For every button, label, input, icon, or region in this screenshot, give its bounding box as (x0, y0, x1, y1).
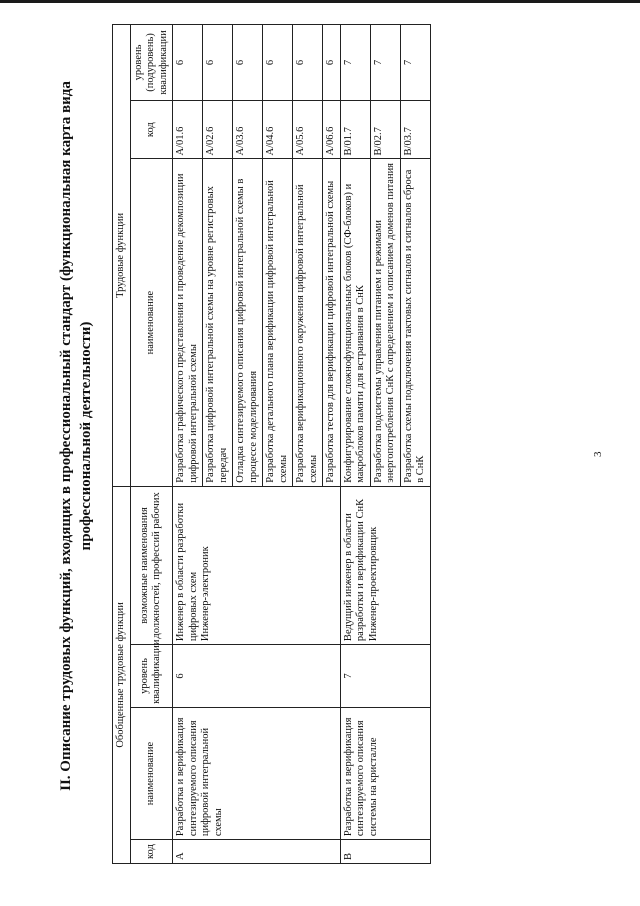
tf-name: Разработка цифровой интегральной схемы на уровне регистровых передач (203, 159, 233, 486)
tf-level: 6 (233, 25, 263, 101)
page-title: II. Описание трудовых функций, входящих в профессиональный стандарт (функциональная карта вида профессиональной деятельности) (58, 81, 94, 791)
tf-name: Разработка верификационного окружения цифровой интегральной схемы (293, 159, 323, 486)
tf-code: B/01.7 (340, 100, 370, 159)
tf-name: Разработка графического представления и проведение декомпозиции цифровой интегральной схемы (173, 159, 203, 486)
header-name: наименование (130, 707, 173, 839)
gf-code: A (173, 840, 341, 864)
header-code: код (130, 840, 173, 864)
gf-level: 6 (173, 645, 341, 708)
tf-name: Разработка подсистемы управления питанием и режимами энергопотребления СнК с определением и описанием доменов питания (370, 159, 400, 486)
tf-code: A/01.6 (173, 100, 203, 159)
tf-level: 7 (370, 25, 400, 101)
tf-code: A/04.6 (263, 100, 293, 159)
tf-level: 7 (400, 25, 430, 101)
header-positions: возможные наименования должностей, профессий рабочих (130, 486, 173, 644)
gf-level: 7 (340, 645, 430, 708)
gf-name: Разработка и верификация синтезируемого описания системы на кристалле (340, 707, 430, 839)
tf-code: A/06.6 (323, 100, 341, 159)
gf-positions: Инженер в области разработки цифровых схем Инженер-электроник (173, 486, 341, 644)
tf-level: 6 (263, 25, 293, 101)
header-tf-code: код (130, 100, 173, 159)
tf-code: A/03.6 (233, 100, 263, 159)
tf-code: A/05.6 (293, 100, 323, 159)
tf-level: 6 (173, 25, 203, 101)
tf-code: B/02.7 (370, 100, 400, 159)
table-row (173, 25, 203, 864)
tf-name: Разработка детального плана верификации цифровой интегральной схемы (263, 159, 293, 486)
header-tf-level: уровень (подуровень) квалификации (130, 25, 173, 101)
gf-code: B (340, 840, 430, 864)
tf-name: Разработка схемы подключения тактовых сигналов и сигналов сброса в СнК (400, 159, 430, 486)
tf-level: 6 (323, 25, 341, 101)
tf-level: 7 (340, 25, 370, 101)
header-labor-functions: Трудовые функции (113, 25, 131, 487)
header-generalized-functions: Обобщенные трудовые функции (113, 486, 131, 863)
tf-level: 6 (293, 25, 323, 101)
gf-name: Разработка и верификация синтезируемого описания цифровой интегральной схемы (173, 707, 341, 839)
functional-map-table (112, 24, 431, 864)
table-row (340, 25, 370, 864)
tf-name: Разработка тестов для верификации цифровой интегральной схемы (323, 159, 341, 486)
tf-name: Конфигурирование сложнофункциональных блоков (СФ-блоков) и макроблоков памяти для встраивания в СнК (340, 159, 370, 486)
tf-code: B/03.7 (400, 100, 430, 159)
header-tf-name: наименование (130, 159, 173, 486)
gf-positions: Ведущий инженер в области разработки и верификации СнК Инженер-проектировщик (340, 486, 430, 644)
tf-name: Отладка синтезируемого описания цифровой интегральной схемы в процессе моделирования (233, 159, 263, 486)
tf-code: A/02.6 (203, 100, 233, 159)
header-level: уровень квалификации (130, 645, 173, 708)
page-number: 3 (592, 451, 604, 457)
tf-level: 6 (203, 25, 233, 101)
